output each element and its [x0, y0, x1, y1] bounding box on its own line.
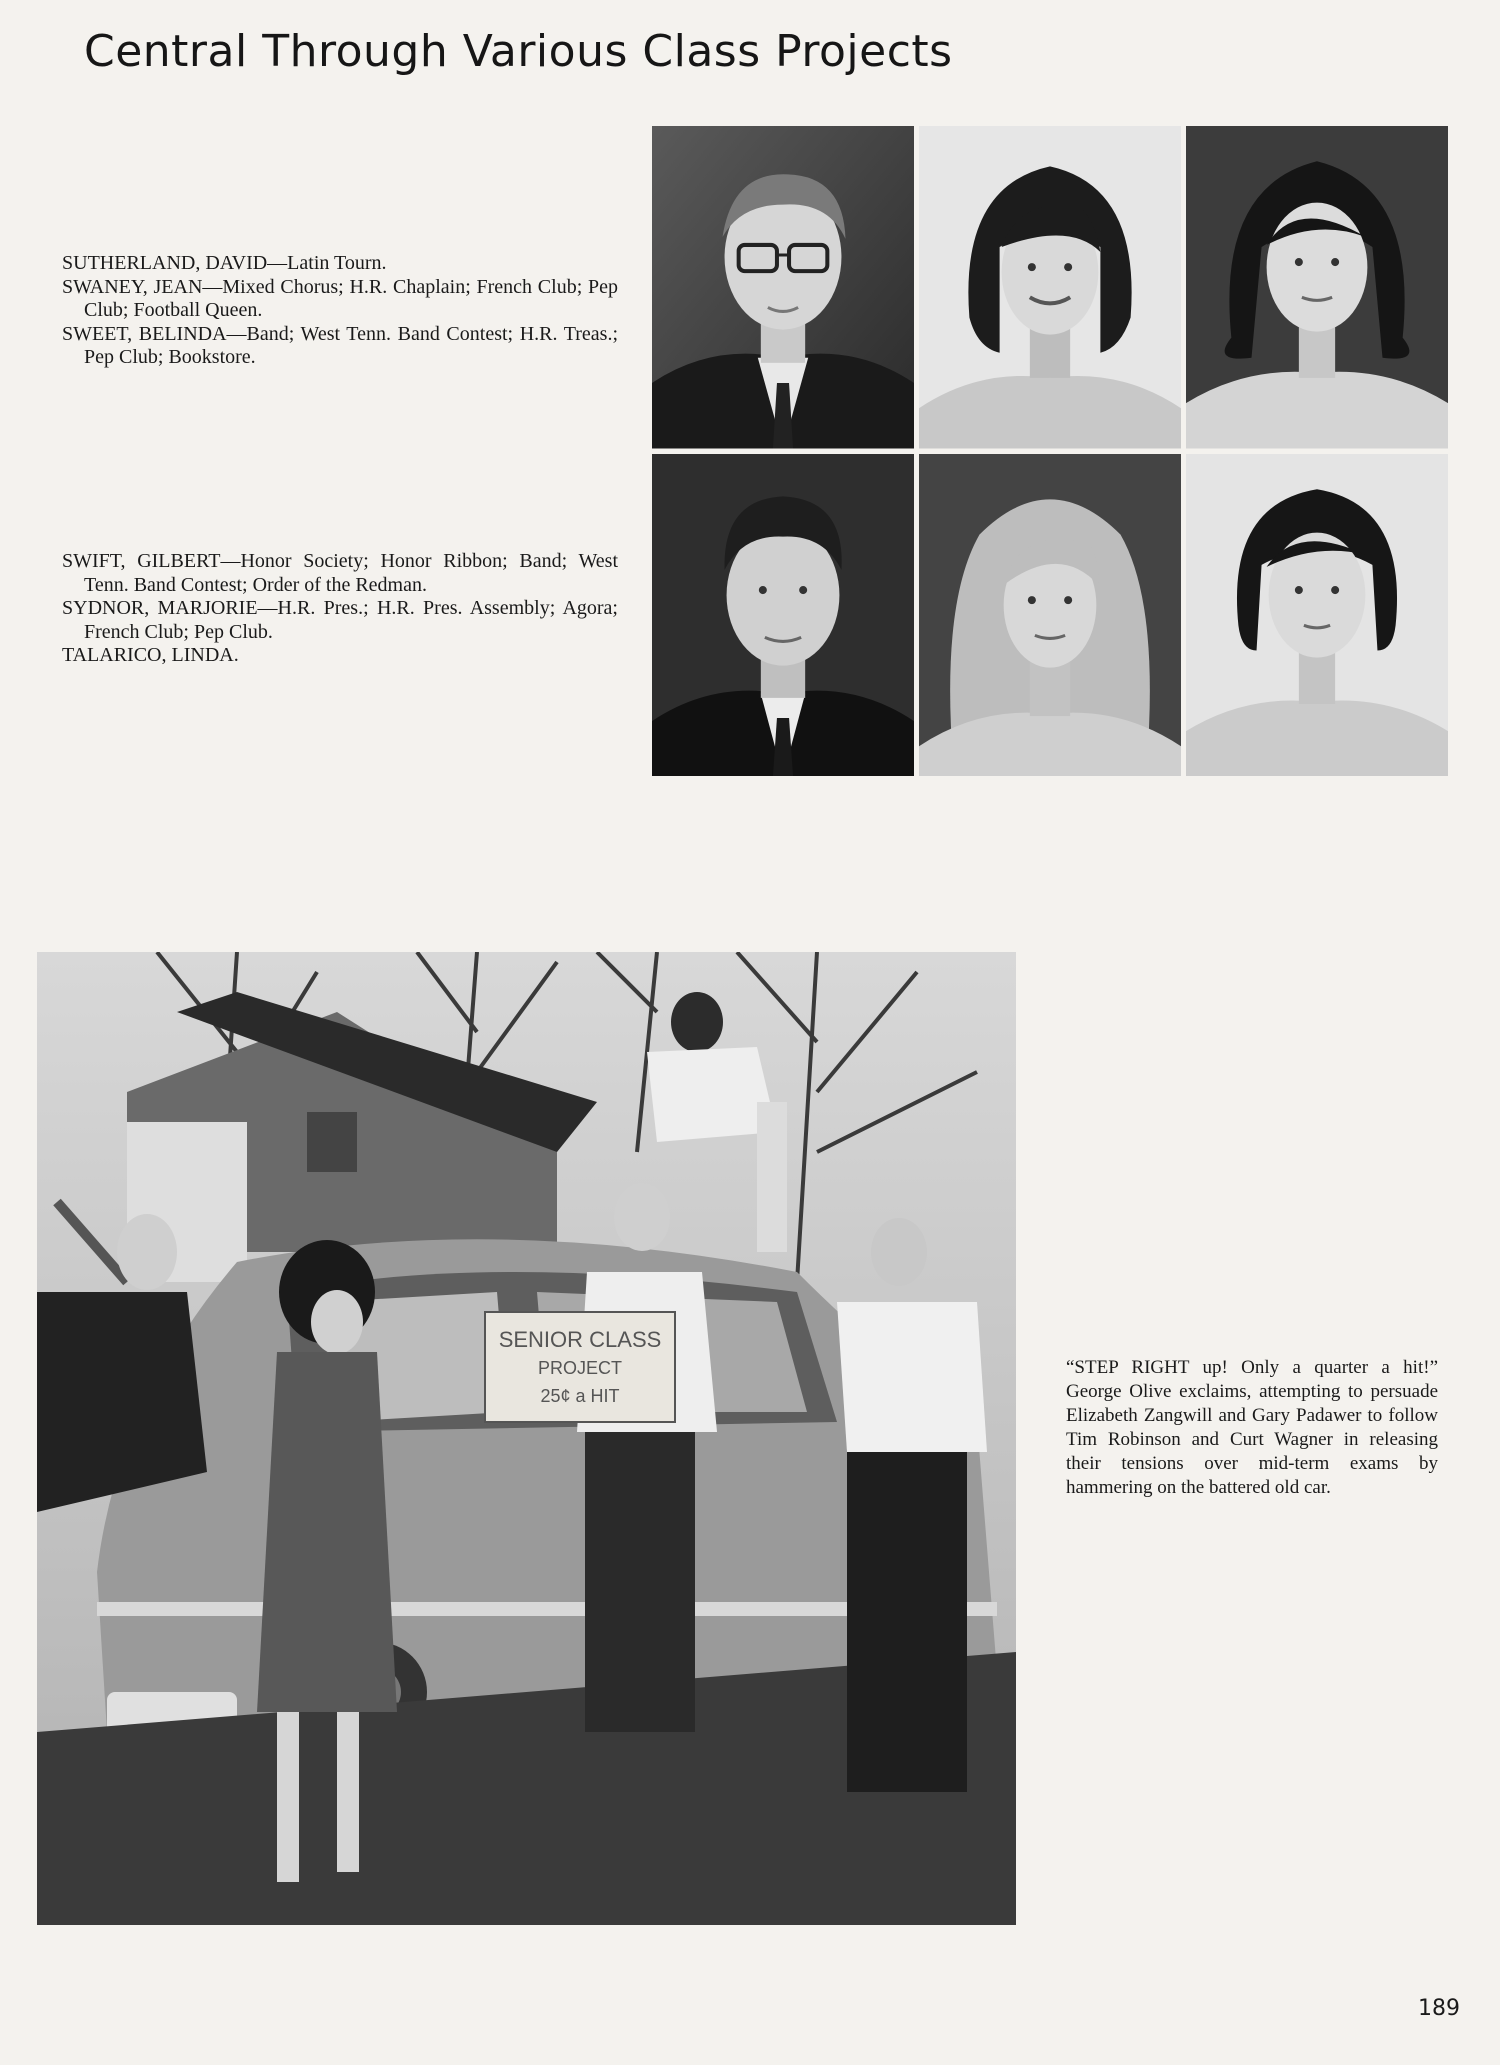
portrait-photo	[919, 126, 1181, 449]
page-title: Central Through Various Class Projects	[84, 26, 953, 77]
sign-text: PROJECT	[537, 1358, 623, 1378]
photo-caption	[1066, 1356, 1438, 1500]
bio-entry: SYDNOR, MARJORIE—H.R. Pres.; H.R. Pres. Assembly; Agora; French Club; Pep Club.	[62, 597, 618, 643]
bio-block-bottom	[62, 550, 618, 668]
portrait-grid	[652, 126, 1448, 776]
class-project-photo	[37, 952, 1016, 1925]
portrait-photo	[652, 454, 914, 777]
portrait-photo	[1186, 454, 1448, 777]
bio-entry: SWANEY, JEAN—Mixed Chorus; H.R. Chaplain; French Club; Pep Club; Football Queen.	[62, 275, 618, 321]
bio-entry: SUTHERLAND, DAVID—Latin Tourn.	[62, 252, 387, 274]
sign-text: SENIOR CLASS	[498, 1327, 662, 1352]
bio-entry: SWEET, BELINDA—Band; West Tenn. Band Contest; H.R. Treas.; Pep Club; Bookstore.	[62, 322, 618, 368]
bio-entry: SWIFT, GILBERT—Honor Society; Honor Ribbon; Band; West Tenn. Band Contest; Order of the Redman.	[62, 550, 618, 596]
sign-text: 25¢ a HIT	[540, 1386, 620, 1406]
bio-entry: TALARICO, LINDA.	[62, 644, 239, 666]
page-number: 189	[1418, 1996, 1460, 2021]
portrait-photo	[652, 126, 914, 449]
caption-text: “STEP RIGHT up! Only a quarter a hit!” George Olive exclaims, attempting to persuade Elizabeth Zangwill and Gary Padawer to follow Tim Robinson and Curt Wagner in releasing their tensions over mid-term exams by hammering on the battered old car.	[1066, 1357, 1438, 1498]
bio-block-top	[62, 252, 618, 370]
portrait-photo	[1186, 126, 1448, 449]
portrait-photo	[919, 454, 1181, 777]
